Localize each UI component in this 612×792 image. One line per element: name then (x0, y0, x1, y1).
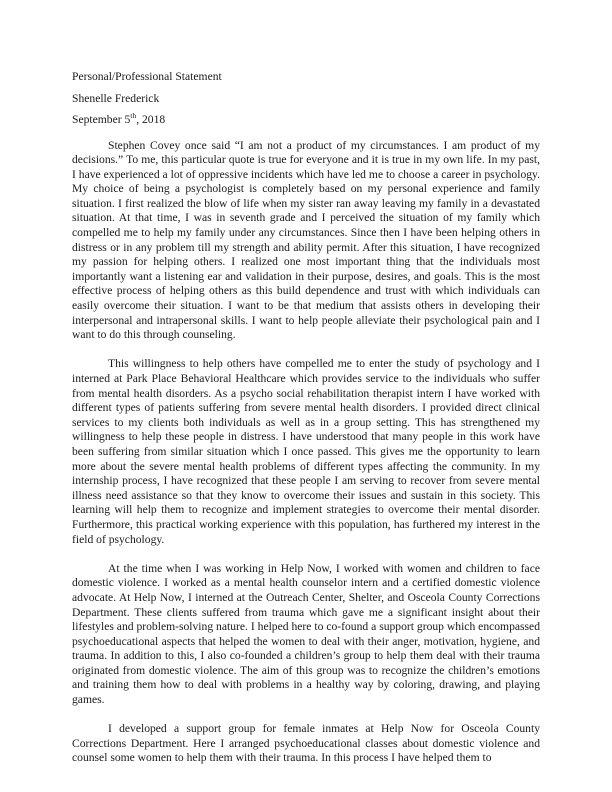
body-paragraph-1: Stephen Covey once said “I am not a product of my circumstances. I am product of my decisions.” To me, this particular quote is true for everyone and it is true in my own life. In my past, I have experienced a lot of oppressive incidents which have led me to choose a career in psychology. My choice of being a psychologist is completely based on my personal experience and family situation. I first realized the blow of life when my sister ran away leaving my family in a devastated situation. At that time, I was in seventh grade and I perceived the situation of my family which compelled me to help my family under any circumstances. Since then I have been helping others in distress or in any problem till my strength and ability permit. After this situation, I have recognized my passion for helping others. I realized one most important thing that the individuals most importantly want a listening ear and validation in their purpose, desires, and goals. This is the most effective process of helping others as this build dependence and trust with which individuals can easily overcome their situation. I want to be that medium that assists others in developing their interpersonal and intrapersonal skills. I want to help people alleviate their psychological pain and I want to do this through counseling. (72, 138, 540, 342)
author-name: Shenelle Frederick (72, 91, 160, 105)
body-paragraph-3: At the time when I was working in Help Now, I worked with women and children to face domestic violence. I worked as a mental health counselor intern and a certified domestic violence advocate. At Help Now, I interned at the Outreach Center, Shelter, and Osceola County Corrections Department. These clients suffered from trauma which gave me a significant insight about their lifestyles and problem-solving nature. I helped here to co-found a support group which encompassed psychoeducational aspects that helped the women to deal with their anger, motivation, hygiene, and trauma. In addition to this, I also co-founded a children’s group to help them deal with their trauma originated from domestic violence. The aim of this group was to recognize the children’s emotions and training them how to deal with problems in a healthy way by coloring, drawing, and playing games. (72, 561, 540, 707)
date-ordinal-suffix: th (130, 111, 137, 121)
body-paragraph-4: I developed a support group for female inmates at Help Now for Osceola County Corrections Department. Here I arranged psychoeducational classes about domestic violence and counsel some women to help them with their trauma. In this process I have helped them to (72, 722, 540, 765)
date-prefix: September 5 (72, 113, 131, 126)
document-date (72, 109, 540, 131)
document-body (72, 66, 540, 766)
date-suffix: , 2018 (136, 113, 166, 126)
document-title: Personal/Professional Statement (72, 70, 222, 83)
body-paragraph-2: This willingness to help others have compelled me to enter the study of psychology and I interned at Park Place Behavioral Healthcare which provides service to the individuals who suffer from mental health disorders. As a psycho social rehabilitation therapist intern I have worked with different types of patients suffering from severe mental health disorders. I provided direct clinical services to my clients both individuals as well as in a group setting. This has strengthened my willingness to help these people in distress. I have understood that many people in this work have been suffering from similar situation which I once passed. This gives me the opportunity to learn more about the severe mental health problems of different types affecting the community. In my internship process, I have recognized that these people I am serving to recover from severe mental illness need assistance so that they know to overcome their issues and sustain in this society. This learning will help them to recognize and implement strategies to overcome their mental disorder. Furthermore, this practical working experience with this population, has furthered my interest in the field of psychology. (72, 357, 540, 546)
header-body-spacer (72, 131, 540, 139)
